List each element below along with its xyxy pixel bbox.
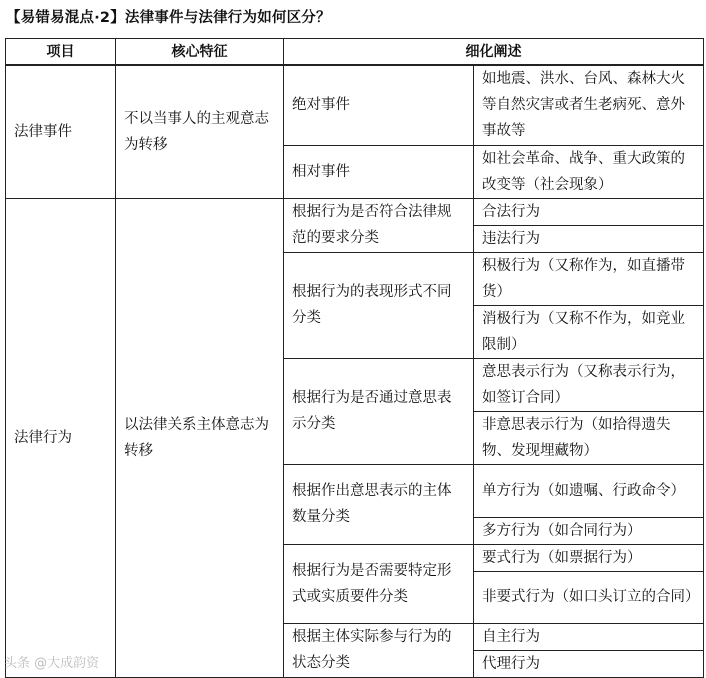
header-detail: 细化阐述 bbox=[284, 39, 704, 66]
act-type: 非意思表示行为（如拾得遗失物、发现埋藏物） bbox=[474, 411, 704, 464]
absolute-event-label: 绝对事件 bbox=[284, 65, 474, 145]
act-basis: 根据行为的表现形式不同分类 bbox=[284, 252, 474, 358]
act-type: 消极行为（又称不作为，如竞业限制） bbox=[474, 305, 704, 358]
act-basis: 根据作出意思表示的主体数量分类 bbox=[284, 464, 474, 544]
act-type: 自主行为 bbox=[474, 623, 704, 650]
header-core: 核心特征 bbox=[116, 39, 284, 66]
act-name: 法律行为 bbox=[6, 198, 116, 677]
header-item: 项目 bbox=[6, 39, 116, 66]
event-name: 法律事件 bbox=[6, 65, 116, 198]
table-header-row bbox=[6, 39, 704, 66]
act-type: 违法行为 bbox=[474, 225, 704, 252]
page-title: 【易错易混点·2】法律事件与法律行为如何区分？ bbox=[6, 10, 331, 26]
relative-event-label: 相对事件 bbox=[284, 145, 474, 198]
act-type: 非要式行为（如口头订立的合同） bbox=[474, 571, 704, 623]
absolute-event-desc: 如地震、洪水、台风、森林大火等自然灾害或者生老病死、意外事故等 bbox=[474, 65, 704, 145]
act-basis: 根据行为是否通过意思表示分类 bbox=[284, 358, 474, 464]
act-basis: 根据主体实际参与行为的状态分类 bbox=[284, 623, 474, 677]
act-type: 意思表示行为（又称表示行为，如签订合同） bbox=[474, 358, 704, 411]
table-row bbox=[6, 65, 704, 145]
act-basis: 根据行为是否需要特定形式或实质要件分类 bbox=[284, 544, 474, 623]
act-basis: 根据行为是否符合法律规范的要求分类 bbox=[284, 198, 474, 252]
event-core: 不以当事人的主观意志为转移 bbox=[116, 65, 284, 198]
act-type: 单方行为（如遗嘱、行政命令） bbox=[474, 464, 704, 517]
act-core: 以法律关系主体意志为转移 bbox=[116, 198, 284, 677]
relative-event-desc: 如社会革命、战争、重大政策的改变等（社会现象） bbox=[474, 145, 704, 198]
comparison-table bbox=[5, 38, 704, 678]
act-type: 代理行为 bbox=[474, 650, 704, 677]
act-type: 积极行为（又称作为，如直播带货） bbox=[474, 252, 704, 305]
act-type: 要式行为（如票据行为） bbox=[474, 544, 704, 571]
act-type: 多方行为（如合同行为） bbox=[474, 517, 704, 544]
watermark: 头条 @大成韵资 bbox=[4, 656, 100, 671]
act-type: 合法行为 bbox=[474, 198, 704, 225]
table-row bbox=[6, 198, 704, 225]
